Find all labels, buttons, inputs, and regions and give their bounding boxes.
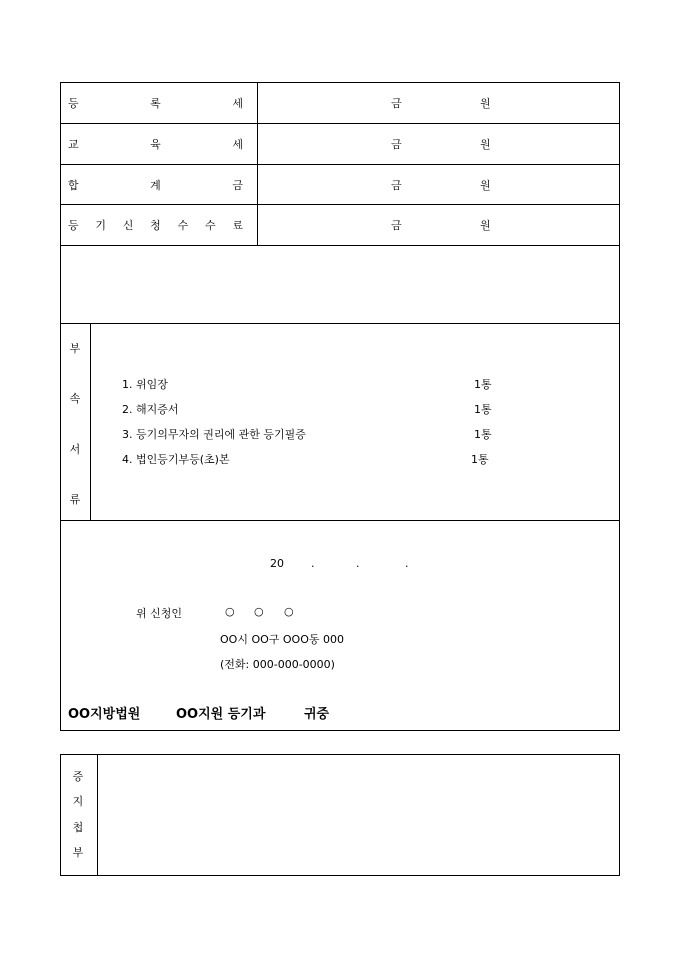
- header-char: 첩: [72, 820, 84, 834]
- header-char: 지: [72, 795, 84, 809]
- addressee-suffix: 귀중: [304, 707, 330, 722]
- applicant-label: 위 신청인: [136, 607, 183, 620]
- header-char: 서: [69, 442, 81, 456]
- label-char: 청: [150, 219, 161, 232]
- attachment-count: 1통: [474, 428, 492, 441]
- amount-unit: 원: [480, 219, 491, 232]
- amount-label: 금: [391, 97, 402, 110]
- row-divider: [60, 204, 620, 205]
- row-divider: [60, 164, 620, 165]
- attachment-item: 2. 해지증서: [122, 403, 179, 416]
- row-divider: [60, 520, 620, 521]
- label-char: 수: [204, 219, 216, 232]
- row-divider: [60, 323, 620, 324]
- attachment-item: 3. 등기의무자의 권리에 관한 등기필증: [122, 428, 306, 441]
- label-char: 계: [150, 179, 161, 192]
- fee-label-education-tax: [68, 136, 243, 152]
- attachment-count: 1통: [471, 453, 489, 466]
- addressee-branch: OO지원 등기과: [176, 707, 266, 722]
- blank-row: [61, 246, 619, 322]
- label-char: 세: [232, 97, 243, 110]
- stamp-area[interactable]: [98, 755, 619, 875]
- date-year: 20: [270, 557, 284, 570]
- amount-label: 금: [391, 179, 402, 192]
- attachment-item: 4. 법인등기부등(초)본: [122, 453, 230, 466]
- header-char: 증: [72, 770, 84, 783]
- label-char: 교: [68, 138, 79, 151]
- fee-label-registration-tax: [68, 95, 243, 111]
- label-char: 신: [122, 219, 134, 232]
- header-char: 속: [69, 392, 81, 406]
- label-char: 료: [232, 219, 243, 232]
- header-char: 부: [72, 845, 84, 859]
- label-char: 록: [150, 97, 161, 110]
- attachment-count: 1통: [474, 403, 492, 416]
- applicant-address: OO시 OO구 OOO동 000: [220, 633, 344, 646]
- label-char: 세: [232, 138, 243, 151]
- row-divider: [60, 123, 620, 124]
- column-divider: [90, 323, 91, 520]
- label-char: 기: [95, 219, 107, 232]
- stamp-box-header: [67, 768, 89, 860]
- applicant-name-char: ○: [225, 605, 235, 618]
- attachment-item: 1. 위임장: [122, 378, 168, 391]
- applicant-name-char: ○: [284, 605, 294, 618]
- amount-label: 금: [391, 138, 402, 151]
- amount-label: 금: [391, 219, 402, 232]
- column-divider: [257, 82, 258, 245]
- attachment-count: 1통: [474, 378, 492, 391]
- label-char: 금: [232, 179, 243, 192]
- amount-unit: 원: [480, 179, 491, 192]
- applicant-phone: (전화: 000-000-0000): [220, 658, 335, 671]
- date-dot: .: [311, 557, 315, 570]
- date-dot: .: [405, 557, 409, 570]
- date-dot: .: [356, 557, 360, 570]
- label-char: 수: [177, 219, 189, 232]
- header-char: 부: [69, 342, 81, 355]
- applicant-name-char: ○: [254, 605, 264, 618]
- label-char: 등: [68, 97, 79, 110]
- fee-label-total: [68, 177, 243, 193]
- label-char: 등: [68, 219, 79, 232]
- attachments-header: [64, 340, 86, 507]
- fee-label-registration-fee: [68, 217, 243, 233]
- label-char: 합: [68, 179, 79, 192]
- amount-unit: 원: [480, 97, 491, 110]
- addressee-court: OO지방법원: [68, 707, 141, 722]
- amount-unit: 원: [480, 138, 491, 151]
- header-char: 류: [69, 492, 81, 506]
- label-char: 육: [150, 138, 161, 151]
